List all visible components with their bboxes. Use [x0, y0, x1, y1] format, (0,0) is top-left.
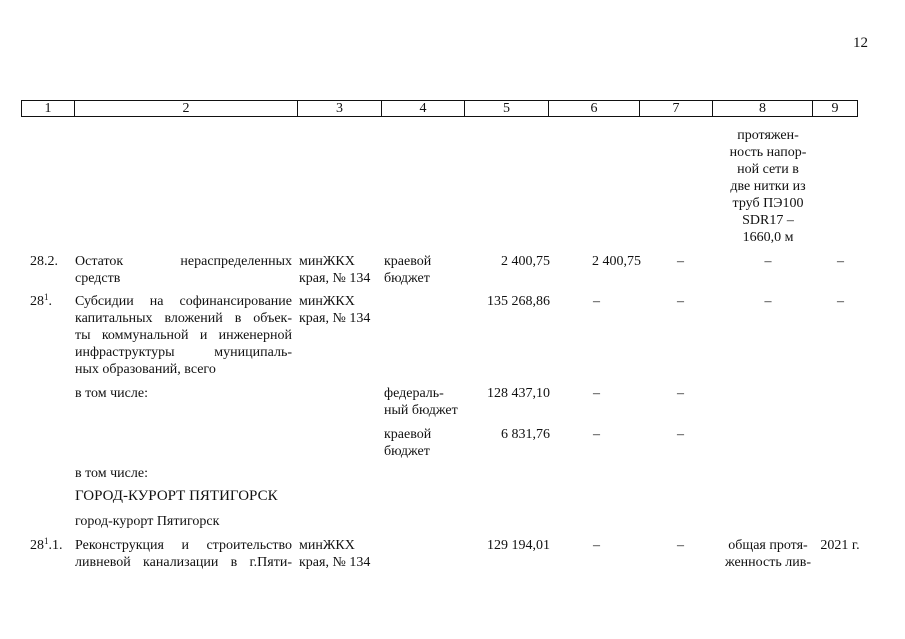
row-col7-value: –	[677, 427, 684, 442]
row-col5-value: 2 400,75	[501, 254, 550, 269]
row-number: $28^1$.	[30, 292, 52, 309]
row-executor: минЖКХ края, № 134	[299, 538, 371, 570]
row-col7-value: –	[677, 254, 684, 269]
column-header-8: 8	[713, 101, 813, 117]
row-col6-value: –	[593, 386, 600, 401]
column-header-4: 4	[382, 101, 465, 117]
column-header-9: 9	[813, 101, 858, 117]
row-col7-value: –	[677, 294, 684, 309]
row-col9-value: 2021 г.	[820, 538, 860, 553]
column-header-3: 3	[298, 101, 382, 117]
row-name: Реконструкция и строительство ливневой канализации в г.Пяти-	[75, 538, 292, 570]
column-header-1: 1	[22, 101, 75, 117]
column-header-6: 6	[549, 101, 640, 117]
row-col5-value: 129 194,01	[487, 538, 550, 553]
column-header-5: 5	[465, 101, 549, 117]
row-col6-value: –	[593, 538, 600, 553]
row-number: $28^1.1$.	[30, 536, 63, 553]
row-col5-value: 128 437,10	[487, 386, 550, 401]
row-name: Субсидии на софинансирование капитальных вложений в объек- ты коммунальной и инженерной инфраструктуры муниципаль- ных образований, всего	[75, 294, 292, 377]
row-col9-value: –	[837, 294, 844, 309]
row-col6-value: –	[593, 427, 600, 442]
row-source: федераль- ный бюджет	[384, 386, 458, 418]
row-col7-value: –	[677, 386, 684, 401]
city-heading-caps: ГОРОД-КУРОРТ ПЯТИГОРСК	[75, 488, 278, 504]
column-header-7: 7	[640, 101, 713, 117]
row-col8-value: –	[764, 294, 772, 309]
city-heading: город-курорт Пятигорск	[75, 514, 220, 529]
row-col6-value: 2 400,75	[592, 254, 641, 269]
incl-label: в том числе:	[75, 386, 148, 401]
column-header-2: 2	[75, 101, 298, 117]
row-source: краевой бюджет	[384, 427, 432, 459]
row-source: краевой бюджет	[384, 254, 432, 286]
page-number: 12	[853, 35, 868, 51]
row-name: Остаток нераспределенных средств	[75, 254, 292, 286]
row-col5-value: 6 831,76	[501, 427, 550, 442]
incl-label-2: в том числе:	[75, 466, 148, 481]
row-col8-value: общая протя- женность лив-	[724, 538, 811, 570]
row-col9-value: –	[837, 254, 844, 269]
row-col8-value: –	[764, 254, 772, 269]
row-executor: минЖКХ края, № 134	[299, 294, 371, 326]
carry-over-col8: протяжен- ность напор- ной сети в две нитки из труб ПЭ100 SDR17 – 1660,0 м	[729, 128, 807, 245]
row-number: 28.2.	[30, 254, 58, 269]
row-col7-value: –	[677, 538, 684, 553]
row-col6-value: –	[593, 294, 600, 309]
row-executor: минЖКХ края, № 134	[299, 254, 371, 286]
column-number-header	[21, 100, 858, 117]
row-col5-value: 135 268,86	[487, 294, 550, 309]
